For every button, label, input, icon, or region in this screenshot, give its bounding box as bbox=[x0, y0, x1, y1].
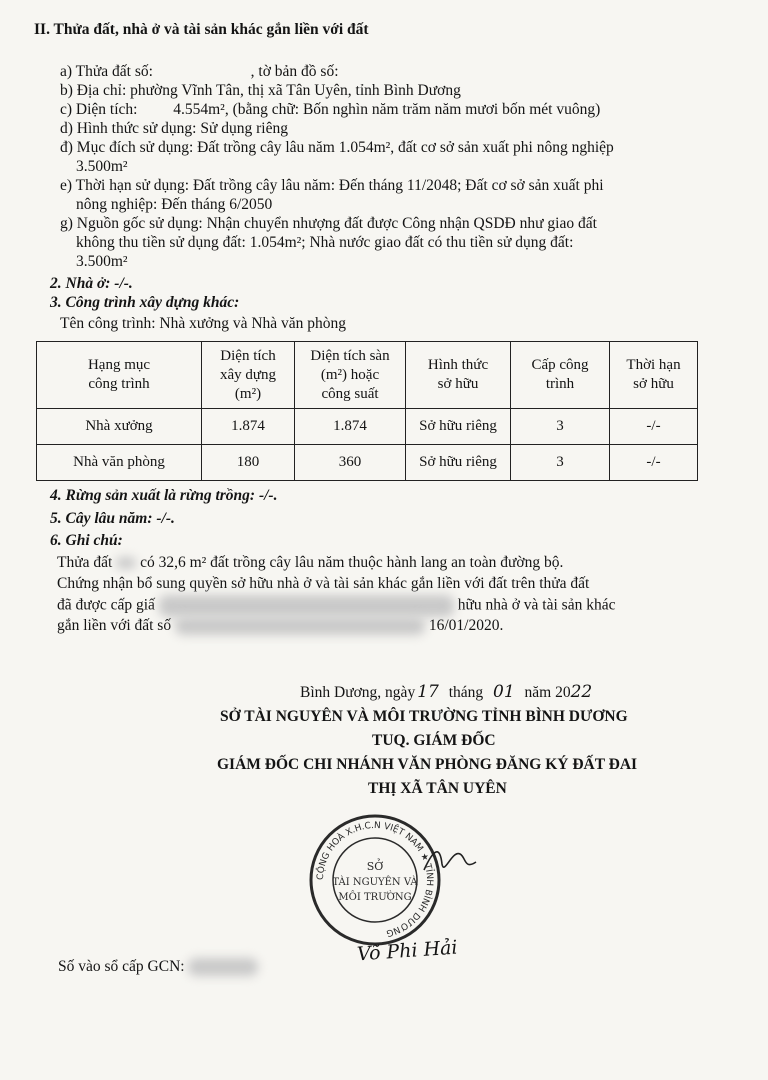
notes-line-4b: 16/01/2020. bbox=[428, 617, 504, 634]
house-line: 2. Nhà ở: -/-. bbox=[50, 275, 133, 292]
signature-mark bbox=[420, 840, 480, 880]
perennial-line: 5. Cây lâu năm: -/-. bbox=[50, 510, 175, 527]
other-works-heading: 3. Công trình xây dựng khác: bbox=[50, 294, 240, 311]
area-value: 4.554m², (bằng chữ: Bốn nghìn năm trăm năm mươi bốn mét vuông) bbox=[173, 101, 601, 118]
notes-line-3 bbox=[57, 595, 615, 617]
signer-name: Võ Phi Hải bbox=[356, 936, 459, 966]
seal-center-1: SỞ bbox=[366, 860, 384, 873]
cell-item: Nhà văn phòng bbox=[37, 445, 202, 481]
cell-floor-area: 360 bbox=[295, 445, 406, 481]
org-line-4: THỊ XÃ TÂN UYÊN bbox=[368, 780, 507, 797]
cell-grade: 3 bbox=[511, 445, 610, 481]
header-item: Hạng mục công trình bbox=[37, 342, 202, 409]
org-line-1: SỞ TÀI NGUYÊN VÀ MÔI TRƯỜNG TỈNH BÌNH DƯƠNG bbox=[220, 708, 628, 725]
notes-line-1 bbox=[57, 553, 563, 572]
works-name-line: Tên công trình: Nhà xưởng và Nhà văn phòng bbox=[60, 315, 347, 332]
redacted-parcel bbox=[116, 557, 136, 569]
cell-item: Nhà xưởng bbox=[37, 409, 202, 445]
notes-line-1b: có 32,6 m² đất trồng cây lâu năm thuộc hành lang an toàn đường bộ. bbox=[140, 554, 564, 571]
seal-ring-text: CỘNG HOÀ X.H.C.N VIỆT NAM ★ TỈNH BÌNH DƯƠNG bbox=[315, 820, 435, 938]
registry-label: Số vào sổ cấp GCN: bbox=[58, 958, 185, 975]
section-title: II. Thửa đất, nhà ở và tài sản khác gắn liền với đất bbox=[34, 21, 369, 38]
signing-date-line bbox=[300, 683, 592, 702]
notes-heading: 6. Ghi chú: bbox=[50, 532, 123, 549]
forest-line: 4. Rừng sản xuất là rừng trồng: -/-. bbox=[50, 487, 278, 504]
org-line-3: GIÁM ĐỐC CHI NHÁNH VĂN PHÒNG ĐĂNG KÝ ĐẤT ĐAI bbox=[217, 756, 638, 773]
cell-ownership: Sở hữu riêng bbox=[406, 409, 511, 445]
area-line bbox=[60, 100, 600, 119]
area-label: c) Diện tích: bbox=[60, 101, 138, 118]
cell-build-area: 1.874 bbox=[202, 409, 295, 445]
notes-line-1a: Thửa đất bbox=[57, 554, 113, 571]
origin-line-2: không thu tiền sử dụng đất: 1.054m²; Nhà nước giao đất có thu tiền sử dụng đất: bbox=[76, 234, 574, 251]
signing-month-label: tháng bbox=[448, 684, 484, 701]
cell-ownership: Sở hữu riêng bbox=[406, 445, 511, 481]
signing-month: 01 bbox=[493, 682, 515, 702]
header-floor-area: Diện tích sàn (m²) hoặc công suất bbox=[295, 342, 406, 409]
header-build-area: Diện tích xây dựng (m²) bbox=[202, 342, 295, 409]
purpose-line-2: 3.500m² bbox=[76, 158, 128, 175]
redacted-number bbox=[175, 617, 425, 635]
header-term: Thời hạn sở hữu bbox=[610, 342, 698, 409]
cell-floor-area: 1.874 bbox=[295, 409, 406, 445]
use-form-line: d) Hình thức sử dụng: Sử dụng riêng bbox=[60, 120, 288, 137]
redacted-certificate bbox=[159, 595, 454, 617]
signing-year-label: năm 20 bbox=[524, 684, 571, 701]
term-line-2: nông nghiệp: Đến tháng 6/2050 bbox=[76, 196, 273, 213]
table-row bbox=[37, 409, 698, 445]
origin-line-3: 3.500m² bbox=[76, 253, 128, 270]
works-table bbox=[36, 341, 698, 481]
notes-line-4a: gắn liền với đất số bbox=[57, 617, 172, 634]
seal-center-3: MÔI TRƯỜNG bbox=[338, 892, 412, 903]
cell-term: -/- bbox=[610, 409, 698, 445]
map-sheet-label: , tờ bản đồ số: bbox=[250, 63, 339, 80]
signing-year: 22 bbox=[570, 682, 593, 702]
registry-line bbox=[58, 957, 258, 976]
cell-grade: 3 bbox=[511, 409, 610, 445]
notes-line-3b: hữu nhà ở và tài sản khác bbox=[457, 596, 616, 614]
table-header-row bbox=[37, 342, 698, 409]
official-seal bbox=[305, 810, 445, 950]
notes-line-3a: đã được cấp giấ bbox=[57, 596, 155, 614]
table-row bbox=[37, 445, 698, 481]
org-line-2: TUQ. GIÁM ĐỐC bbox=[372, 732, 496, 749]
purpose-line-1: đ) Mục đích sử dụng: Đất trồng cây lâu năm 1.054m², đất cơ sở sản xuất phi nông nghiệp bbox=[60, 139, 614, 156]
cell-build-area: 180 bbox=[202, 445, 295, 481]
notes-line-2: Chứng nhận bổ sung quyền sở hữu nhà ở và tài sản khác gắn liền với đất trên thửa đất bbox=[57, 575, 590, 592]
header-grade: Cấp công trình bbox=[511, 342, 610, 409]
origin-line-1: g) Nguồn gốc sử dụng: Nhận chuyển nhượng đất được Công nhận QSDĐ như giao đất bbox=[60, 215, 597, 232]
header-ownership: Hình thức sở hữu bbox=[406, 342, 511, 409]
parcel-label: a) Thửa đất số: bbox=[60, 63, 153, 80]
redacted-registry bbox=[188, 958, 258, 976]
seal-center-2: TÀI NGUYÊN VÀ bbox=[332, 877, 418, 888]
signing-day: 17 bbox=[417, 682, 439, 702]
notes-line-4 bbox=[57, 616, 503, 635]
parcel-line bbox=[60, 62, 339, 81]
signing-place: Bình Dương, ngày bbox=[300, 684, 416, 701]
address-line: b) Địa chỉ: phường Vĩnh Tân, thị xã Tân Uyên, tỉnh Bình Dương bbox=[60, 82, 461, 99]
cell-term: -/- bbox=[610, 445, 698, 481]
term-line-1: e) Thời hạn sử dụng: Đất trồng cây lâu năm: Đến tháng 11/2048; Đất cơ sở sản xuất phi bbox=[60, 177, 604, 194]
